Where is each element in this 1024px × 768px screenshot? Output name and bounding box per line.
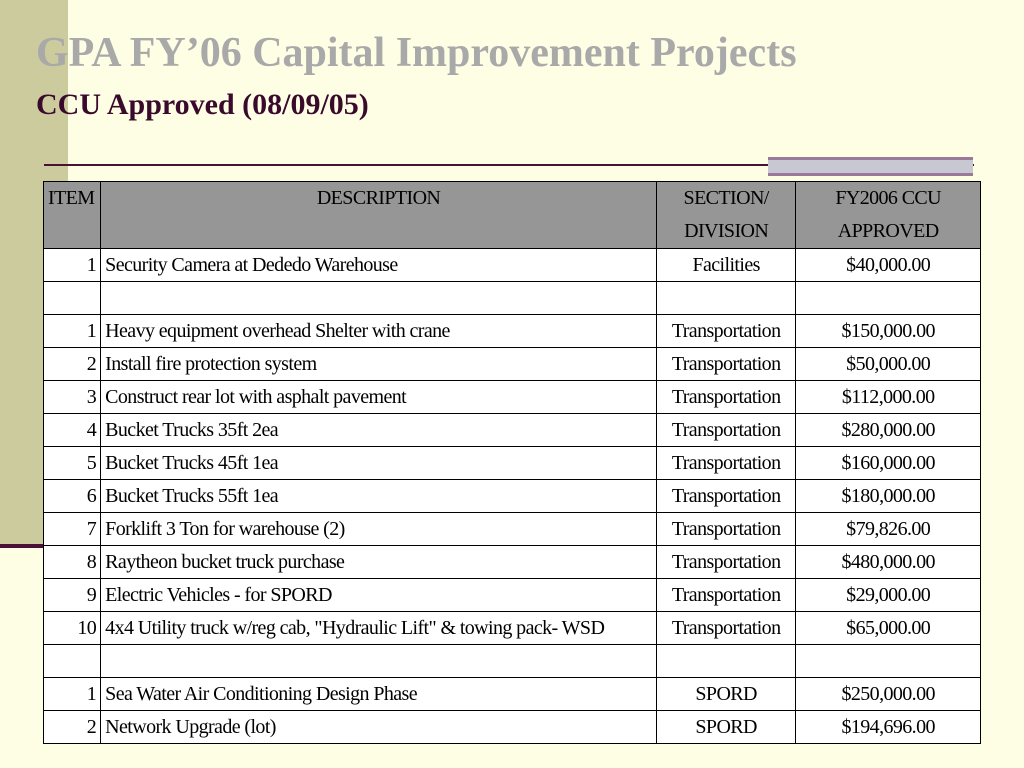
cell-amount: $480,000.00 <box>796 546 981 579</box>
cell-description <box>101 282 657 315</box>
cell-amount: $280,000.00 <box>796 414 981 447</box>
table-row <box>44 711 981 744</box>
left-accent-rule <box>0 544 48 548</box>
cell-item: 9 <box>44 579 101 612</box>
header-amount-approved <box>796 182 981 249</box>
table-row <box>44 513 981 546</box>
cell-section: SPORD <box>656 678 795 711</box>
cell-item: 1 <box>44 315 101 348</box>
cell-description: Electric Vehicles - for SPORD <box>101 579 657 612</box>
cell-amount: $250,000.00 <box>796 678 981 711</box>
table-row <box>44 447 981 480</box>
cell-description: Install fire protection system <box>101 348 657 381</box>
cell-amount <box>796 282 981 315</box>
cell-amount: $180,000.00 <box>796 480 981 513</box>
table-row <box>44 315 981 348</box>
cell-description: Raytheon bucket truck purchase <box>101 546 657 579</box>
table-row <box>44 414 981 447</box>
table-header <box>44 182 981 249</box>
cell-description: Forklift 3 Ton for warehouse (2) <box>101 513 657 546</box>
cell-description: Bucket Trucks 35ft 2ea <box>101 414 657 447</box>
cell-section: Transportation <box>656 480 795 513</box>
cell-item: 2 <box>44 711 101 744</box>
cell-amount: $112,000.00 <box>796 381 981 414</box>
cell-section <box>656 282 795 315</box>
cell-section: Transportation <box>656 315 795 348</box>
table-row <box>44 348 981 381</box>
slide-subtitle: CCU Approved (08/09/05) <box>36 88 369 121</box>
table-row <box>44 678 981 711</box>
header-row <box>44 182 981 249</box>
cell-item <box>44 645 101 678</box>
header-section-division <box>656 182 795 249</box>
cell-section: Transportation <box>656 546 795 579</box>
cell-item: 1 <box>44 249 101 282</box>
cell-item: 1 <box>44 678 101 711</box>
table-body <box>44 249 981 744</box>
table-row-blank <box>44 645 981 678</box>
cell-amount: $40,000.00 <box>796 249 981 282</box>
cell-item <box>44 282 101 315</box>
header-section-line1: SECTION/ <box>683 187 769 209</box>
header-description: DESCRIPTION <box>101 182 657 249</box>
cell-description: Bucket Trucks 55ft 1ea <box>101 480 657 513</box>
cell-description: 4x4 Utility truck w/reg cab, "Hydraulic Lift" & towing pack- WSD <box>101 612 657 645</box>
table-row <box>44 612 981 645</box>
cell-description: Network Upgrade (lot) <box>101 711 657 744</box>
table-row <box>44 249 981 282</box>
cell-item: 4 <box>44 414 101 447</box>
cell-item: 2 <box>44 348 101 381</box>
cell-section: Facilities <box>656 249 795 282</box>
cell-section: Transportation <box>656 381 795 414</box>
header-amount-line2: APPROVED <box>837 220 939 242</box>
table-row <box>44 381 981 414</box>
header-item: ITEM <box>44 182 101 249</box>
header-amount-line1: FY2006 CCU <box>835 187 942 209</box>
projects-table <box>43 181 981 744</box>
cell-description <box>101 645 657 678</box>
cell-description: Sea Water Air Conditioning Design Phase <box>101 678 657 711</box>
header-section-line2: DIVISION <box>684 220 769 242</box>
cell-item: 5 <box>44 447 101 480</box>
cell-item: 7 <box>44 513 101 546</box>
cell-amount: $65,000.00 <box>796 612 981 645</box>
cell-section: Transportation <box>656 513 795 546</box>
cell-section: SPORD <box>656 711 795 744</box>
cell-amount: $160,000.00 <box>796 447 981 480</box>
cell-description: Security Camera at Dededo Warehouse <box>101 249 657 282</box>
cell-section: Transportation <box>656 579 795 612</box>
cell-item: 8 <box>44 546 101 579</box>
cell-item: 6 <box>44 480 101 513</box>
slide-title: GPA FY’06 Capital Improvement Projects <box>36 30 797 76</box>
table-row <box>44 546 981 579</box>
cell-item: 3 <box>44 381 101 414</box>
cell-section <box>656 645 795 678</box>
cell-section: Transportation <box>656 447 795 480</box>
cell-description: Bucket Trucks 45ft 1ea <box>101 447 657 480</box>
cell-amount: $150,000.00 <box>796 315 981 348</box>
cell-item: 10 <box>44 612 101 645</box>
cell-amount <box>796 645 981 678</box>
table-row-blank <box>44 282 981 315</box>
table-row <box>44 480 981 513</box>
cell-amount: $50,000.00 <box>796 348 981 381</box>
cell-amount: $194,696.00 <box>796 711 981 744</box>
table-row <box>44 579 981 612</box>
cell-section: Transportation <box>656 414 795 447</box>
cell-amount: $29,000.00 <box>796 579 981 612</box>
cell-section: Transportation <box>656 348 795 381</box>
divider-accent-block <box>768 157 973 176</box>
cell-description: Construct rear lot with asphalt pavement <box>101 381 657 414</box>
cell-amount: $79,826.00 <box>796 513 981 546</box>
cell-description: Heavy equipment overhead Shelter with crane <box>101 315 657 348</box>
cell-section: Transportation <box>656 612 795 645</box>
